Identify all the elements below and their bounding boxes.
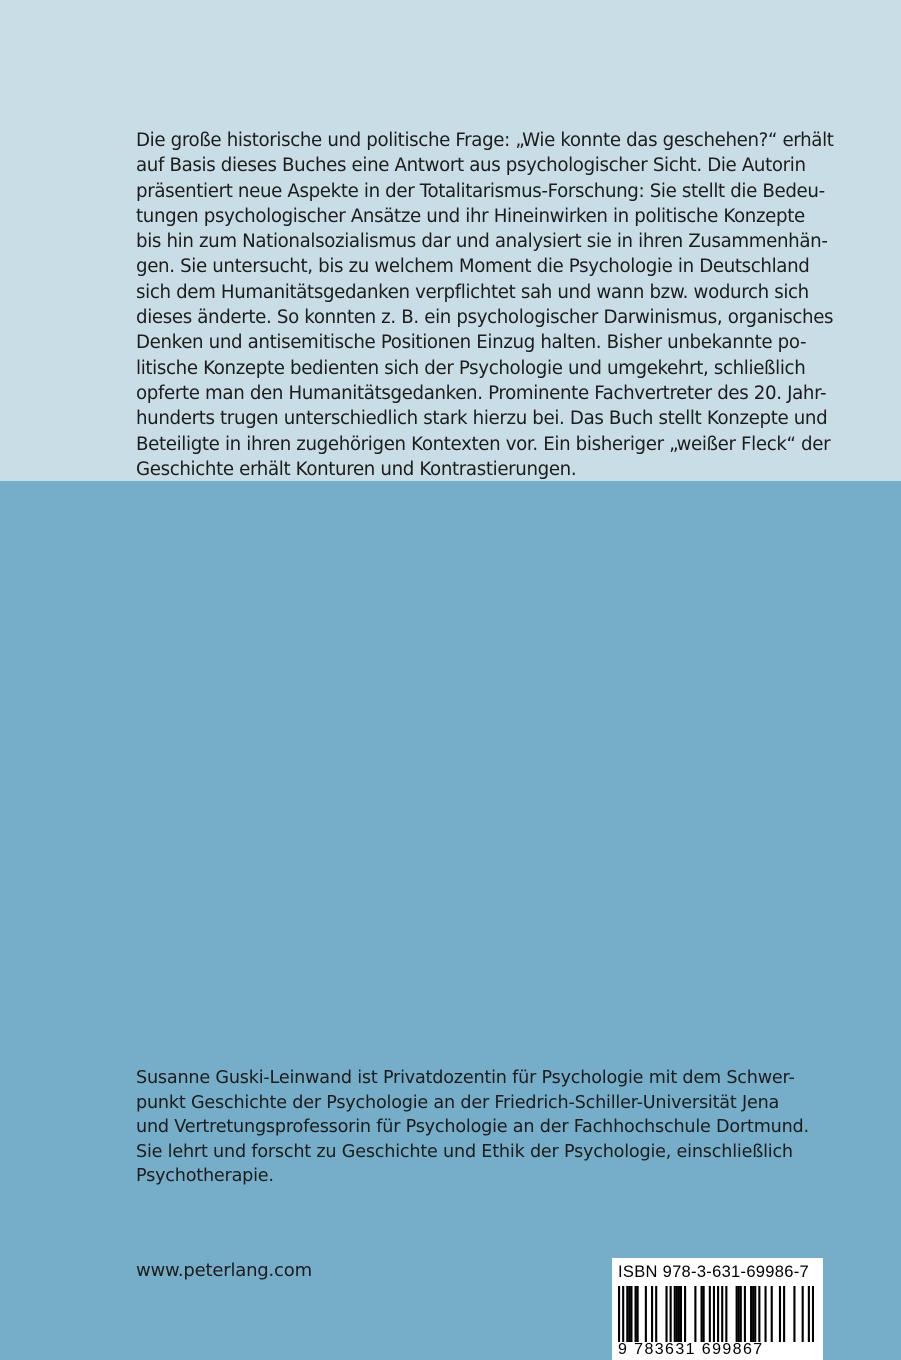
isbn-label: ISBN 978-3-631-69986-7 [618, 1263, 809, 1281]
author-bio [136, 1066, 836, 1189]
description-line: opferte man den Humanitätsgedanken. Prominente Fachvertreter des 20. Jahr- [136, 382, 827, 404]
description-line: Die große historische und politische Frage: „Wie konnte das geschehen?“ erhält [136, 130, 834, 151]
barcode-bar [645, 1286, 647, 1342]
barcode [618, 1286, 814, 1342]
description-line: Geschichte erhält Konturen und Kontrastierungen. [136, 458, 577, 480]
barcode-bar [709, 1286, 711, 1342]
barcode-bar [754, 1286, 756, 1342]
description-line: Beteiligte in ihren zugehörigen Kontexten vor. Ein bisheriger „weißer Fleck“ der [136, 433, 831, 455]
barcode-bar [630, 1286, 632, 1342]
description-line: auf Basis dieses Buches eine Antwort aus psychologischer Sicht. Die Autorin [136, 155, 806, 177]
barcode-bar [738, 1286, 740, 1342]
isbn-barcode-box [612, 1258, 823, 1360]
barcode-bar [626, 1286, 628, 1342]
barcode-bar [665, 1286, 667, 1342]
description-line: gen. Sie untersucht, bis zu welchem Moment die Psychologie in Deutschland [136, 256, 810, 278]
bio-line: Sie lehrt und forscht zu Geschichte und Ethik der Psychologie, einschließlich [136, 1141, 793, 1162]
bottom-panel [0, 481, 901, 1360]
bio-line: Psychotherapie. [136, 1166, 274, 1187]
barcode-bar [771, 1286, 773, 1342]
barcode-bar [783, 1286, 785, 1342]
description-line: hunderts trugen unterschiedlich stark hierzu bei. Das Buch stellt Konzepte und [136, 408, 828, 430]
barcode-bar [808, 1286, 810, 1342]
barcode-bar [764, 1286, 766, 1342]
publisher-website[interactable]: www.peterlang.com [136, 1260, 312, 1281]
barcode-bar [744, 1286, 746, 1342]
barcode-bar [680, 1286, 682, 1342]
barcode-bar [678, 1286, 680, 1342]
barcode-bar [655, 1286, 657, 1342]
description-line: bis hin zum Nationalsozialismus dar und analysiert sie in ihren Zusammenhän- [136, 231, 828, 253]
description-line: präsentiert neue Aspekte in der Totalitarismus-Forschung: Sie stellt die Bedeu- [136, 180, 825, 202]
barcode-bar [651, 1286, 653, 1342]
description-line: tungen psychologischer Ansätze und ihr Hineinwirken in politische Konzepte [136, 205, 805, 227]
barcode-bar [674, 1286, 676, 1342]
description-line: litische Konzepte bedienten sich der Psychologie und umgekehrt, schließlich [136, 357, 806, 379]
barcode-bar [750, 1286, 752, 1342]
barcode-bar [684, 1286, 686, 1342]
description-line: Denken und antisemitische Positionen Einzug halten. Bisher unbekannte po- [136, 332, 807, 354]
barcode-bar [793, 1286, 795, 1342]
barcode-bar [736, 1286, 738, 1342]
barcode-bar [703, 1286, 705, 1342]
barcode-bar [713, 1286, 715, 1342]
barcode-bar [721, 1286, 723, 1342]
barcode-bar [637, 1286, 639, 1342]
barcode-bar [812, 1286, 814, 1342]
barcode-bar [694, 1286, 696, 1342]
barcode-bar [725, 1286, 727, 1342]
barcode-digits: 9 783631 699867 [618, 1341, 764, 1358]
barcode-bar [635, 1286, 637, 1342]
barcode-bar [622, 1286, 624, 1342]
bio-line: punkt Geschichte der Psychologie an der Friedrich-Schiller-Universität Jena [136, 1092, 780, 1113]
barcode-bar [758, 1286, 760, 1342]
barcode-bar [701, 1286, 703, 1342]
barcode-bar [717, 1286, 719, 1342]
description-line: sich dem Humanitätsgedanken verpflichtet sah und wann bzw. wodurch sich [136, 281, 809, 303]
description-line: dieses änderte. So konnten z. B. ein psychologischer Darwinismus, organisches [136, 307, 834, 329]
barcode-bar [670, 1286, 672, 1342]
barcode-bar [752, 1286, 754, 1342]
barcode-bar [740, 1286, 742, 1342]
book-description [136, 128, 834, 482]
barcode-bar [628, 1286, 630, 1342]
barcode-bar [618, 1286, 620, 1342]
barcode-bar [779, 1286, 781, 1342]
bio-line: und Vertretungsprofessorin für Psychologie an der Fachhochschule Dortmund. [136, 1117, 809, 1138]
barcode-bar [676, 1286, 678, 1342]
barcode-bar [802, 1286, 804, 1342]
bio-line: Susanne Guski-Leinwand ist Privatdozentin für Psychologie mit dem Schwer- [136, 1068, 795, 1088]
